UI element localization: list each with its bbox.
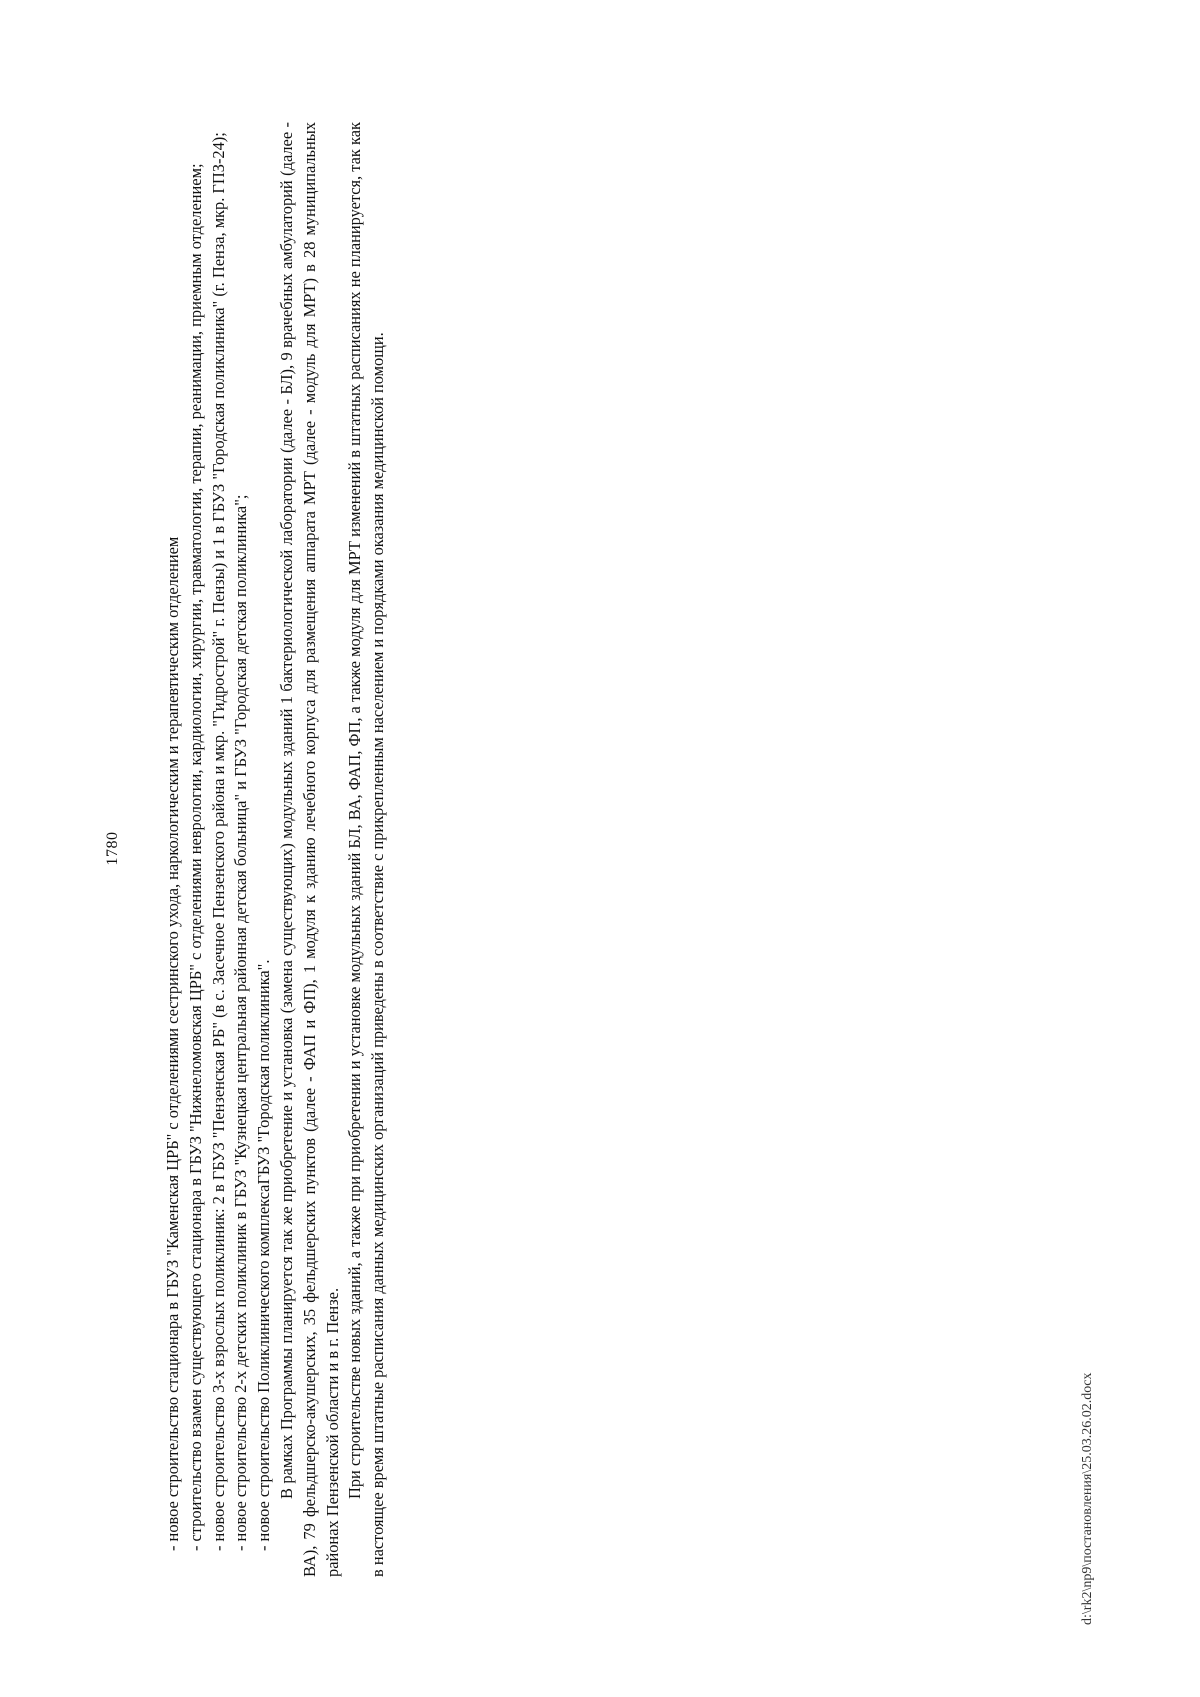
paragraph-program-modules: В рамках Программы планируется так же приобретение и установка (замена существующих) модульных зданий 1 бактериологической лаборатории (далее - БЛ), 9 врачебных амбулаторий (далее - ВА), 79 фельдшерско-акушерских, 35 фельдшерских пунктов (далее - ФАП и ФП), 1 модуля к зданию лечебного корпуса для размещения аппарата МРТ (далее - модуль для МРТ) в 28 муниципальных районах Пензенской области и в г. Пензе. — [276, 122, 342, 1577]
paragraph-staffing: При строительстве новых зданий, а также при приобретении и установке модульных зданий БЛ, ВА, ФАП, ФП, а также модуля для МРТ изменений в штатных расписаниях не планируется, так как в настоящее время штатные расписания данных медицинских организаций приведены в соответствие с прикрепленным населением и порядками оказания медицинской помощи. — [345, 122, 388, 1577]
paragraph-bullet-3: - новое строительство 3-х взрослых поликлиник: 2 в ГБУЗ "Пензенская РБ" (в с. Засечное Пензенского района и мкр. "Гидрострой" г. Пензы) и 1 в ГБУЗ "Городская поликлиника" (г. Пенза, мкр. ГПЗ-24); — [208, 132, 228, 1551]
paragraph-bullet-5: - новое строительство Поликлинического комплексаГБУЗ "Городская поликлиника". — [254, 959, 274, 1551]
footer-file-path: d:\rk2\np9\постановления\25.03.26.02.docx — [1080, 1372, 1095, 1625]
page-number: 1780 — [104, 831, 121, 866]
paragraph-bullet-2: - строительство взамен существующего стационара в ГБУЗ "Нижнеломовская ЦРБ" с отделениями неврологии, кардиологии, хирургии, травматологии, терапии, реанимации, приемным отделением; — [185, 163, 205, 1551]
paragraph-bullet-1: - новое строительство стационара в ГБУЗ "Каменская ЦРБ" с отделениями сестринского ухода, наркологическим и терапевтическим отделением — [163, 536, 182, 1551]
document-body — [162, 122, 390, 1577]
paragraph-bullet-4: - новое строительство 2-х детских поликлиник в ГБУЗ "Кузнецкая центральная районная детская больница" и ГБУЗ "Городская детская поликлиника"; — [231, 494, 251, 1551]
